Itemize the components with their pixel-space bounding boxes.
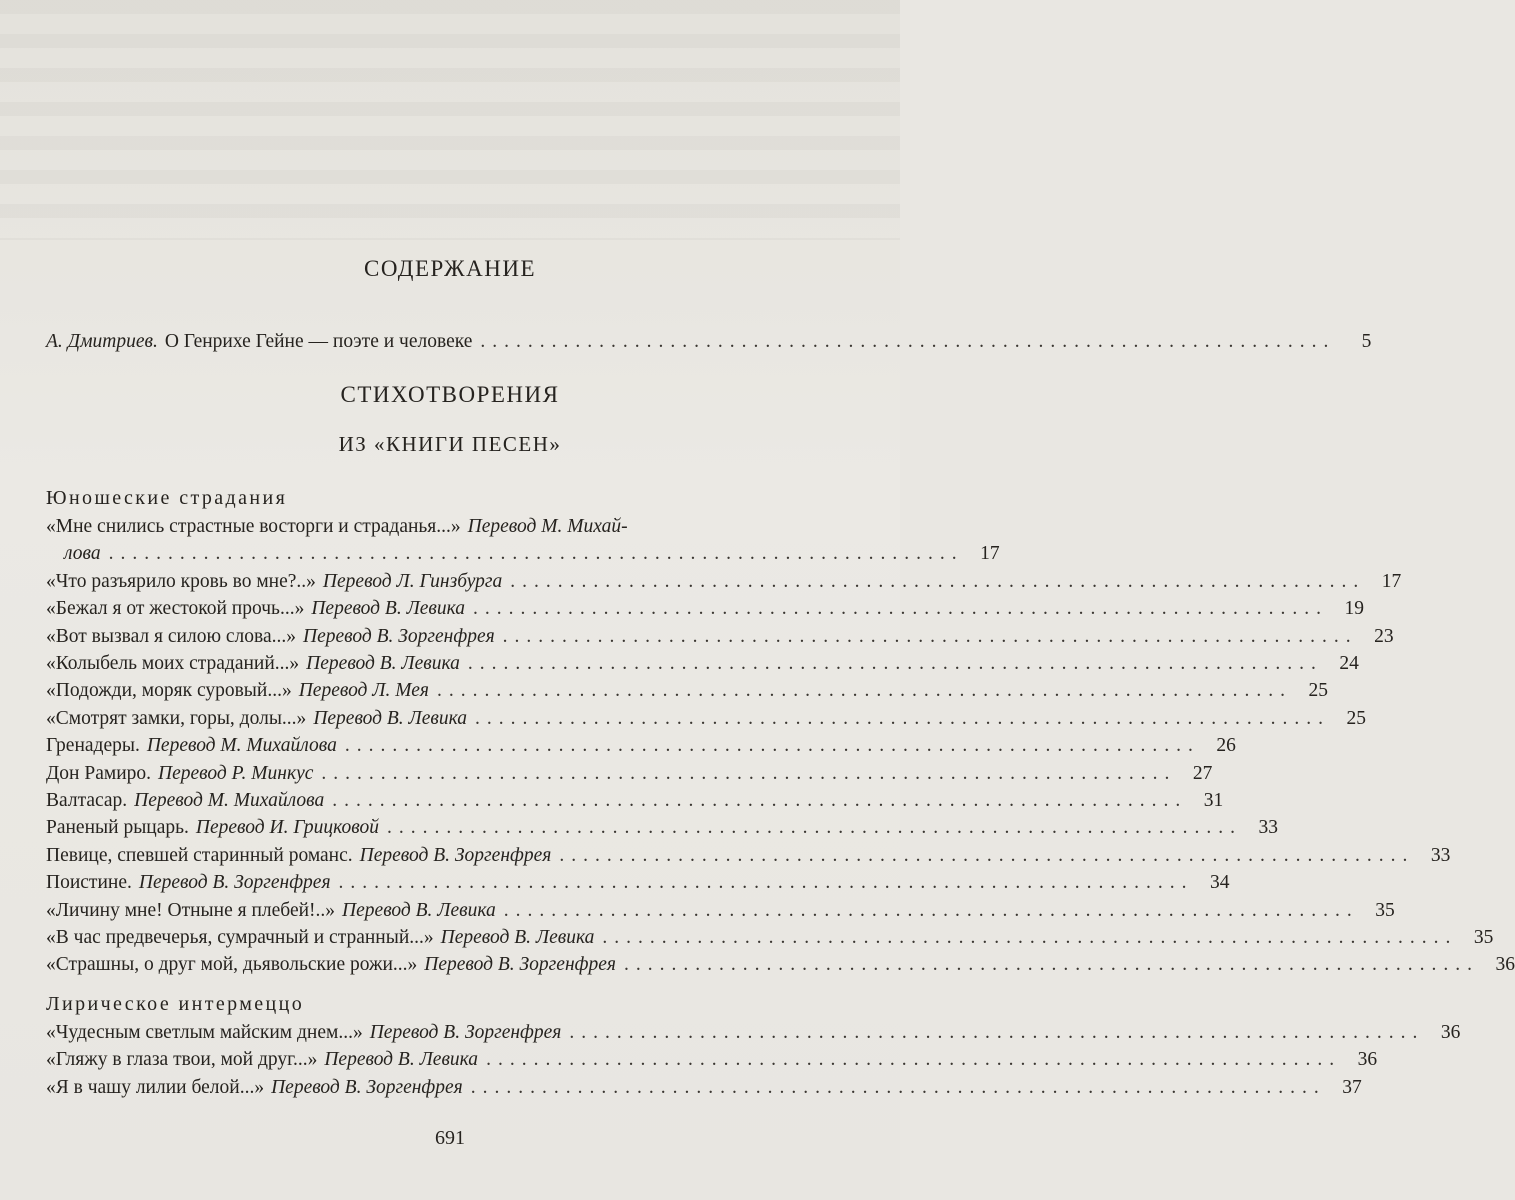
toc-entry <box>46 570 1402 599</box>
entry-page: 26 <box>1216 735 1236 757</box>
dot-leader: ........................................................................ <box>338 872 1194 894</box>
toc-entry <box>46 899 1395 928</box>
entry-page: 35 <box>1375 899 1395 921</box>
section-title-youth: Юношеские страдания <box>46 487 288 509</box>
entry-translator: Перевод В. Зоргенфрея <box>424 954 616 976</box>
toc-entry <box>46 543 1000 571</box>
toc-entry <box>46 735 1236 763</box>
entry-translator: Перевод В. Зоргенфрея <box>359 844 552 866</box>
entry-title: «Смотрят замки, горы, долы...» <box>46 707 307 729</box>
entry-translator: Перевод В. Зоргенфрея <box>138 872 331 894</box>
entry-page: 36 <box>1357 1049 1378 1071</box>
dot-leader: ........................................................................ <box>480 331 1336 352</box>
toc-entry <box>46 653 1359 681</box>
dot-leader: ........................................................................ <box>510 570 1366 592</box>
entry-title: Дон Рамиро. <box>46 762 152 784</box>
dot-leader: ........................................................................ <box>502 625 1358 647</box>
entry-translator: Перевод М. Михай- <box>467 516 628 537</box>
entry-page: 34 <box>1210 872 1230 894</box>
entry-title: «Мне снились страстные восторги и страданья...» <box>46 516 461 537</box>
entry-translator: Перевод В. Левика <box>311 598 466 620</box>
contents-title: СОДЕРЖАНИЕ <box>363 256 536 281</box>
entry-title: «Бежал я от жестокой прочь...» <box>46 598 305 620</box>
dot-leader: ........................................................................ <box>108 543 964 565</box>
entry-title: Певице, спевшей старинный романс. <box>46 844 353 866</box>
dot-leader: ........................................................................ <box>569 1022 1425 1043</box>
entry-title: «Гляжу в глаза твои, мой друг...» <box>46 1049 318 1071</box>
dot-leader: ........................................................................ <box>602 927 1458 948</box>
dot-leader: ........................................................................ <box>470 1076 1326 1098</box>
dot-leader: ........................................................................ <box>321 762 1177 784</box>
toc-entry <box>46 762 1213 791</box>
toc-entry <box>46 516 840 544</box>
entry-page: 33 <box>1430 844 1451 866</box>
entry-translator: Перевод М. Михайлова <box>134 790 325 811</box>
entry-translator: Перевод Л. Мея <box>298 680 429 702</box>
entry-page: 27 <box>1192 762 1213 784</box>
entry-page: 33 <box>1258 817 1278 839</box>
entry-page: 35 <box>1473 927 1494 948</box>
dot-leader: ........................................................................ <box>486 1049 1342 1071</box>
entry-page: 37 <box>1342 1076 1362 1098</box>
entry-page: 17 <box>980 543 1000 565</box>
entry-translator: Перевод В. Зоргенфрея <box>369 1022 562 1043</box>
dot-leader: ........................................................................ <box>503 899 1359 921</box>
entry-page: 23 <box>1374 625 1394 647</box>
entry-page: 19 <box>1344 598 1365 620</box>
toc-entry <box>46 954 1515 982</box>
toc-entry <box>46 1076 1362 1105</box>
intro-title: О Генрихе Гейне — поэте и человеке <box>164 331 473 352</box>
entry-title: Гренадеры. <box>46 735 140 757</box>
entry-page: 17 <box>1381 570 1402 592</box>
toc-entry <box>46 872 1230 900</box>
dot-leader: ........................................................................ <box>386 817 1242 839</box>
toc-entry <box>46 790 1224 818</box>
entry-title: «В час предвечерья, сумрачный и странный...» <box>46 927 434 948</box>
intro-entry <box>46 331 1372 359</box>
entry-translator: Перевод В. Левика <box>324 1049 479 1071</box>
entry-title: «Личину мне! Отныне я плебей!..» <box>46 899 336 921</box>
intro-page: 5 <box>1361 331 1372 352</box>
dot-leader: ........................................................................ <box>475 707 1331 729</box>
entry-page: 36 <box>1440 1022 1461 1043</box>
toc-entry <box>46 817 1278 845</box>
entry-title: Поистине. <box>46 872 132 894</box>
intro-author: А. Дмитриев. <box>46 331 158 352</box>
entry-title: Валтасар. <box>46 790 128 811</box>
entry-title: «Что разъярило кровь во мне?..» <box>46 570 316 592</box>
entry-title: «Подожди, моряк суровый...» <box>46 680 292 702</box>
entry-page: 31 <box>1203 790 1224 811</box>
toc-entry <box>46 1049 1378 1077</box>
book-heading: ИЗ «КНИГИ ПЕСЕН» <box>338 432 562 456</box>
entry-translator: Перевод Р. Минкус <box>158 762 314 784</box>
dot-leader: ........................................................................ <box>344 735 1200 757</box>
toc-entry <box>46 927 1494 955</box>
toc-entry <box>46 707 1367 736</box>
entry-translator: Перевод И. Грицковой <box>195 817 379 839</box>
entry-title: «Вот вызвал я силою слова...» <box>46 625 297 647</box>
page-number: 691 <box>435 1127 465 1149</box>
entry-title: «Я в чашу лилии белой...» <box>46 1076 265 1098</box>
entry-translator: лова <box>64 543 101 565</box>
toc-entry <box>46 1022 1461 1050</box>
toc-entry <box>46 844 1451 873</box>
dot-leader: ........................................................................ <box>436 680 1292 702</box>
section-heading: СТИХОТВОРЕНИЯ <box>340 382 560 407</box>
entry-page: 25 <box>1308 680 1328 702</box>
dot-leader: ........................................................................ <box>559 844 1415 866</box>
entry-title: «Колыбель моих страданий...» <box>46 653 300 674</box>
dot-leader: ........................................................................ <box>623 954 1479 976</box>
entry-translator: Перевод В. Левика <box>342 899 496 921</box>
entry-translator: Перевод В. Левика <box>306 653 460 674</box>
show-through-text <box>0 0 900 240</box>
entry-page: 36 <box>1495 954 1515 976</box>
dot-leader: ........................................................................ <box>332 790 1188 811</box>
toc-entry <box>46 680 1328 708</box>
entry-translator: Перевод В. Левика <box>313 707 468 729</box>
entry-translator: Перевод В. Левика <box>440 927 595 948</box>
section-title-intermezzo: Лирическое интермеццо <box>46 993 305 1015</box>
entry-translator: Перевод Л. Гинзбурга <box>322 570 503 592</box>
entry-title: «Чудесным светлым майским днем...» <box>46 1022 363 1043</box>
entry-page: 25 <box>1346 707 1367 729</box>
entry-translator: Перевод В. Зоргенфрея <box>271 1076 463 1098</box>
entry-title: Раненый рыцарь. <box>46 817 189 839</box>
entry-title: «Страшны, о друг мой, дьявольские рожи...» <box>46 954 418 976</box>
entry-translator: Перевод М. Михайлова <box>146 735 337 757</box>
dot-leader: ........................................................................ <box>467 653 1323 674</box>
dot-leader: ........................................................................ <box>473 598 1329 620</box>
entry-translator: Перевод В. Зоргенфрея <box>303 625 495 647</box>
toc-entry <box>46 625 1394 654</box>
entry-page: 24 <box>1339 653 1359 674</box>
toc-entry <box>46 598 1365 626</box>
